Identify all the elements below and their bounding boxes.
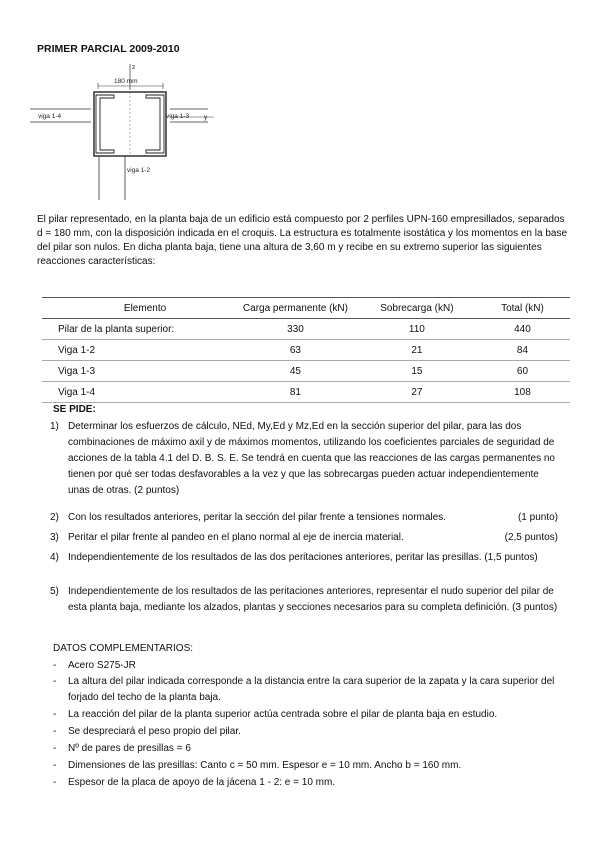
question-text: Independientemente de los resultados de las dos peritaciones anteriores, peritar las presillas. (1,5 puntos) — [68, 552, 538, 563]
list-item — [53, 658, 573, 674]
table-cell: 15 — [359, 361, 475, 382]
column-header: Carga permanente (kN) — [232, 298, 359, 319]
question-number: 3) — [50, 532, 59, 543]
question-number: 4) — [50, 552, 59, 563]
table-row — [42, 319, 570, 340]
question-number: 1) — [50, 421, 59, 432]
table-cell: 63 — [232, 340, 359, 361]
intro-paragraph: El pilar representado, en la planta baja de un edificio está compuesto por 2 perfiles UPN-160 empresillados, separados d = 180 mm, con la disposición indicada en el croquis. La estructura es totalmente isostática y los momentos en la base del pilar son nulos. En dicha planta baja, tiene una altura de 3,60 m y recibe en su extremo superior las siguientes reacciones características: — [37, 214, 568, 267]
table-cell: 440 — [475, 319, 570, 340]
z-axis-label: z — [132, 64, 136, 71]
list-item — [53, 707, 573, 723]
question-number: 5) — [50, 586, 59, 597]
table-cell: 330 — [232, 319, 359, 340]
question-text: Determinar los esfuerzos de cálculo, NEd, My,Ed y Mz,Ed en la sección superior del pilar, para las dos combinaciones de máximo axil y de máximos momentos, utilizando los coeficientes parciales de seguridad de acciones de la tabla 4.1 del D. B. S. E. Se tendrá en cuenta que las reacciones de las cargas permanentes no tienen por qué ser todas desfavorables a la vez y que las sobrecargas pueden actuar independientemente unas de otras. (2 puntos) — [68, 421, 555, 496]
list-bullet: - — [53, 676, 57, 687]
table-cell: 108 — [475, 382, 570, 403]
list-bullet: - — [53, 777, 57, 788]
list-item-text: Nº de pares de presillas = 6 — [68, 743, 191, 754]
questions-heading: SE PIDE: — [53, 404, 96, 415]
list-item-text: Dimensiones de las presillas: Canto c = 50 mm. Espesor e = 10 mm. Ancho b = 160 mm. — [68, 760, 462, 771]
list-item-text: Espesor de la placa de apoyo de la jácena 1 - 2: e = 10 mm. — [68, 777, 336, 788]
column-header: Elemento — [42, 298, 232, 319]
list-item — [53, 674, 573, 706]
table-cell: 84 — [475, 340, 570, 361]
question-item — [50, 584, 560, 616]
beam-1-2-label: viga 1-2 — [127, 167, 151, 174]
list-item-text: Acero S275-JR — [68, 660, 136, 671]
list-item-text: Se despreciará el peso propio del pilar. — [68, 726, 241, 737]
column-section-sketch — [30, 60, 230, 200]
table-row — [42, 361, 570, 382]
list-bullet: - — [53, 726, 57, 737]
question-points: (2,5 puntos) — [504, 532, 558, 543]
list-bullet: - — [53, 660, 57, 671]
y-axis-label: y — [204, 114, 208, 121]
question-points: (1 punto) — [517, 512, 558, 523]
document-title: PRIMER PARCIAL 2009-2010 — [37, 43, 180, 55]
beam-1-3-label: viga 1-3 — [166, 113, 190, 120]
beam-1-4-label: viga 1-4 — [38, 113, 62, 120]
list-item-text: La altura del pilar indicada corresponde a la distancia entre la cara superior de la zapata y la cara superior del forjado del techo de la planta baja. — [68, 676, 555, 703]
list-item — [53, 775, 573, 791]
list-item — [53, 724, 573, 740]
table-cell: 45 — [232, 361, 359, 382]
table-cell: Viga 1-3 — [42, 361, 232, 382]
table-cell: 21 — [359, 340, 475, 361]
table-cell: Pilar de la planta superior: — [42, 319, 232, 340]
question-item — [50, 510, 560, 526]
table-cell: Viga 1-4 — [42, 382, 232, 403]
column-header: Total (kN) — [475, 298, 570, 319]
question-text: Con los resultados anteriores, peritar la sección del pilar frente a tensiones normales. — [68, 512, 446, 523]
question-item — [50, 419, 560, 499]
list-item — [53, 758, 573, 774]
question-text: Peritar el pilar frente al pandeo en el plano normal al eje de inercia material. — [68, 532, 404, 543]
table-row — [42, 340, 570, 361]
complementary-data-heading: DATOS COMPLEMENTARIOS: — [53, 643, 194, 654]
table-cell: 81 — [232, 382, 359, 403]
list-bullet: - — [53, 709, 57, 720]
table-cell: Viga 1-2 — [42, 340, 232, 361]
question-item — [50, 550, 560, 566]
table-row — [42, 382, 570, 403]
question-number: 2) — [50, 512, 59, 523]
reactions-table — [42, 297, 570, 403]
list-bullet: - — [53, 743, 57, 754]
list-bullet: - — [53, 760, 57, 771]
list-item — [53, 741, 573, 757]
width-dimension-label: 180 mm — [114, 78, 138, 85]
list-item-text: La reacción del pilar de la planta superior actúa centrada sobre el pilar de planta baja en estudio. — [68, 709, 498, 720]
table-cell: 60 — [475, 361, 570, 382]
question-text: Independientemente de los resultados de las peritaciones anteriores, representar el nudo superior del pilar de esta planta baja, mediante los alzados, plantas y secciones necesarios para su completa definición. (3 puntos) — [68, 586, 558, 613]
table-cell: 27 — [359, 382, 475, 403]
table-cell: 110 — [359, 319, 475, 340]
column-header: Sobrecarga (kN) — [359, 298, 475, 319]
question-item — [50, 530, 560, 546]
table-header-row — [42, 298, 570, 319]
